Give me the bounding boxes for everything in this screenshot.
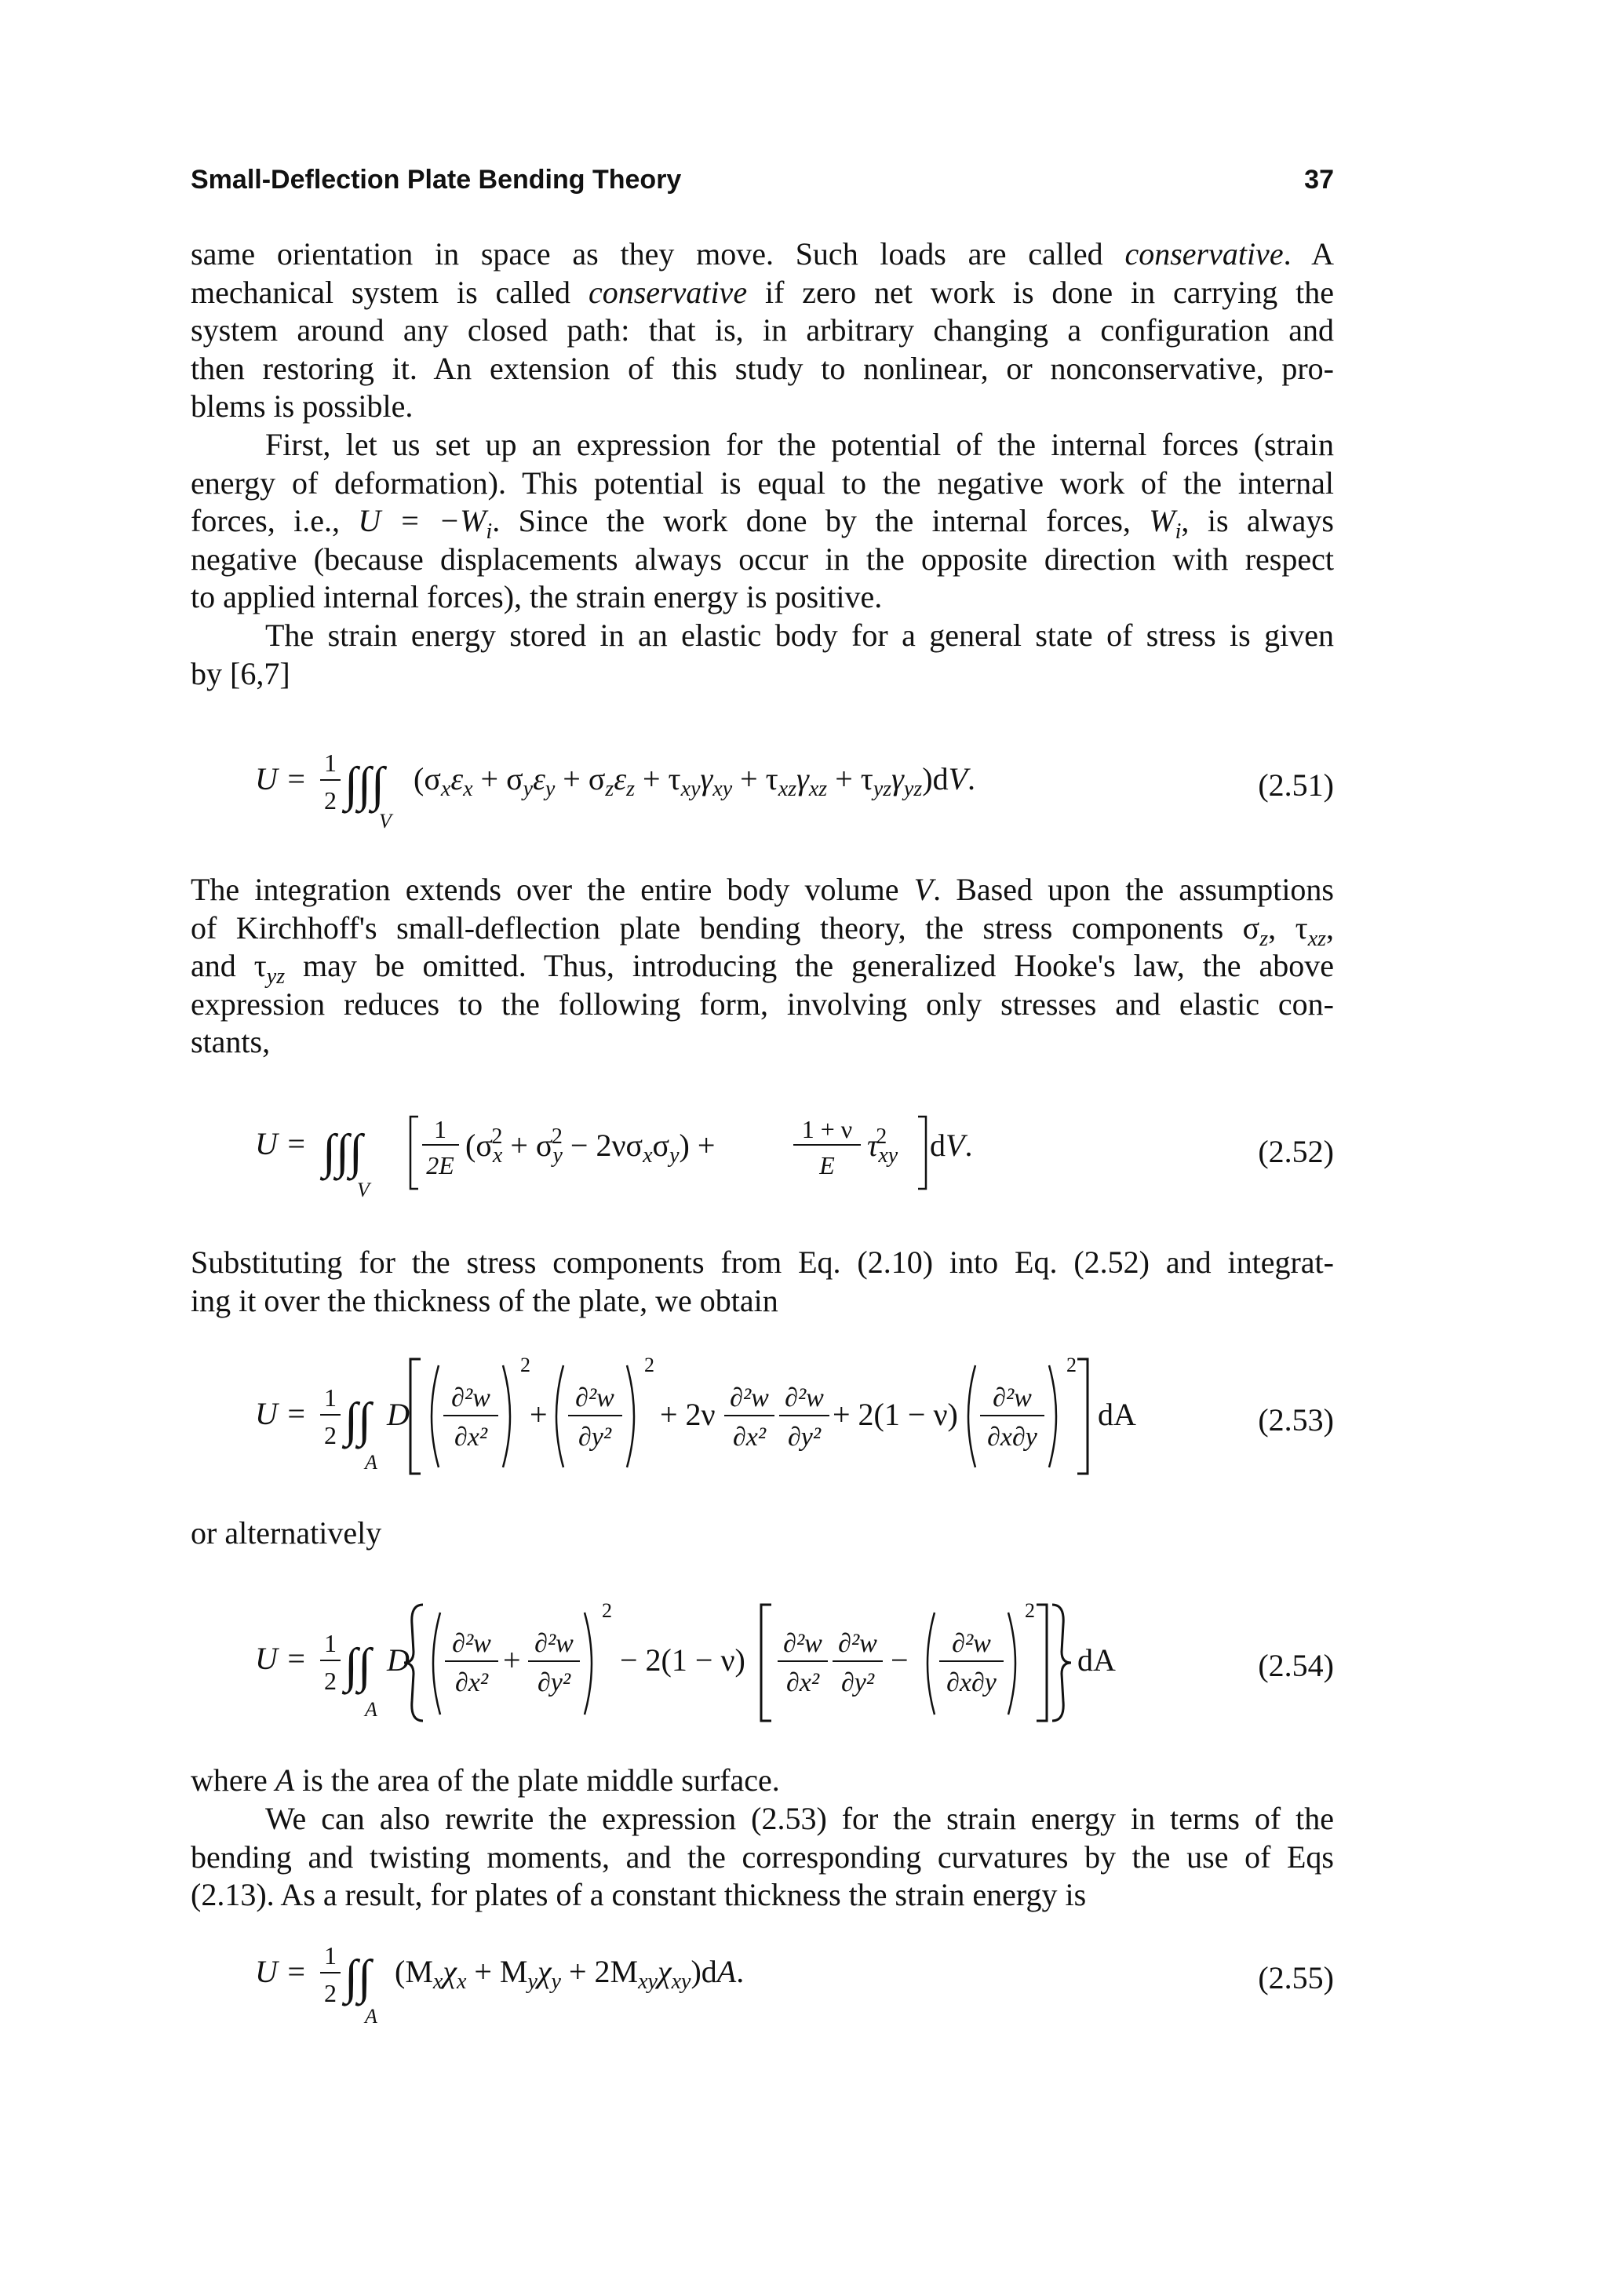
d2w: ∂²w	[993, 1383, 1032, 1412]
triple-integral-sign: ∫∫∫	[322, 1125, 363, 1179]
equation-2-52	[191, 1095, 1334, 1212]
text-line: stants,	[191, 1024, 271, 1059]
eq-fraction-numerator: 1	[324, 749, 337, 777]
left-bracket	[410, 1359, 421, 1474]
right-bracket	[1037, 1605, 1047, 1721]
text-line: bending and twisting moments, and the corresponding curvatures by the use of Eqs	[191, 1839, 1334, 1875]
text-line: of Kirchhoff's small-deflection plate bending theory, the stress components $\sigma_z$, $\tau_{xz}$,	[191, 909, 1335, 951]
text-line: to applied internal forces), the strain energy is positive.	[191, 579, 883, 614]
left-bracket	[410, 1117, 418, 1189]
d2w: ∂²w	[838, 1629, 877, 1658]
eq-fraction-denominator: 2	[324, 786, 337, 815]
eq-integrand: $(M_x\chi_x + M_y\chi_y + 2M_{xy}\chi_{xy})dA$.	[395, 1954, 745, 1994]
text-line: where A is the area of the plate middle surface.	[191, 1762, 780, 1798]
square-exponent: 2	[644, 1354, 654, 1376]
dy2: ∂y²	[537, 1668, 571, 1697]
text-line: then restoring it. An extension of this study to nonlinear, or nonconservative, pro-	[191, 350, 1334, 386]
square-exponent: 2	[602, 1599, 612, 1622]
dx2: ∂x²	[454, 1423, 488, 1452]
flexural-rigidity: D	[387, 1642, 410, 1678]
text-line: ing it over the thickness of the plate, we obtain	[191, 1282, 778, 1318]
eq-integrand: $(\sigma_x\varepsilon_x + \sigma_y\varepsilon_y + \sigma_z\varepsilon_z + \tau_{xy}\gamma_{xy} + \tau_{xz}\gamma_{xz} + \tau_{yz}\gamma_{yz})dV$.	[414, 761, 976, 801]
eq-differential: dA	[1077, 1642, 1116, 1678]
equation-graphic	[191, 1095, 1334, 1212]
d2w: ∂²w	[575, 1383, 614, 1412]
plus-sign: +	[503, 1642, 521, 1678]
eq-fraction-denominator: 2	[324, 1421, 337, 1449]
integration-domain: V	[379, 810, 392, 833]
equation-number: (2.53)	[1258, 1402, 1334, 1438]
text-line: First, let us set up an expression for the potential of the internal forces (strain	[265, 427, 1334, 462]
right-paren	[1008, 1613, 1015, 1715]
left-paren	[556, 1365, 563, 1467]
eq-fraction-numerator: 1	[324, 1629, 337, 1657]
text-line: and $\tau_{yz}$ may be omitted. Thus, introducing the generalized Hooke's law, the above	[191, 948, 1335, 989]
paragraph-moments-curvatures	[191, 1800, 1334, 1915]
d2w: ∂²w	[730, 1383, 769, 1412]
eq-fraction-numerator: 1	[434, 1115, 446, 1143]
integration-domain: A	[365, 1698, 377, 1721]
eq-fraction-numerator: 1	[324, 1941, 337, 1970]
equation-graphic	[191, 1922, 1334, 2032]
eq-fraction-numerator: 1 + ν	[801, 1115, 853, 1143]
triple-integral-sign: ∫∫∫	[344, 758, 384, 811]
square-exponent: 2	[1066, 1354, 1077, 1376]
text-line: (2.13). As a result, for plates of a constant thickness the strain energy is	[191, 1877, 1087, 1912]
equation-number: (2.55)	[1258, 1960, 1334, 1995]
square-exponent: 2	[520, 1354, 530, 1376]
dy2: ∂y²	[840, 1668, 875, 1697]
equation-graphic	[191, 1342, 1334, 1487]
paragraph-strain-energy-intro	[191, 617, 1334, 693]
right-paren	[503, 1365, 510, 1467]
text-line: or alternatively	[191, 1515, 382, 1551]
equation-2-54	[191, 1589, 1334, 1734]
equation-2-53	[191, 1342, 1334, 1487]
text-line: same orientation in space as they move. Such loads are called conservative. A	[191, 236, 1335, 272]
left-brace	[404, 1605, 423, 1721]
text-line: The integration extends over the entire body volume V. Based upon the assumptions	[191, 872, 1334, 907]
left-bracket	[761, 1605, 771, 1721]
integration-domain: V	[357, 1179, 370, 1201]
right-brace	[1052, 1605, 1071, 1721]
dy2: ∂y²	[787, 1423, 822, 1452]
text-line: negative (because displacements always occur in the opposite direction with respect	[191, 541, 1334, 577]
right-paren	[585, 1613, 592, 1715]
double-integral-sign: ∫∫	[344, 1951, 371, 2004]
left-paren	[968, 1365, 975, 1467]
paragraph-kirchhoff-assumptions	[191, 871, 1334, 1062]
paragraph-alternatively	[191, 1514, 1334, 1553]
d2w: ∂²w	[452, 1629, 491, 1658]
double-integral-sign: ∫∫	[344, 1394, 371, 1447]
paragraph-area-definition	[191, 1762, 1334, 1800]
two-one-minus-nu-term: − 2(1 − ν)	[620, 1642, 745, 1678]
d2w: ∂²w	[451, 1383, 490, 1412]
dx2: ∂x²	[732, 1423, 767, 1452]
equation-number: (2.51)	[1258, 767, 1334, 803]
eq-stress-terms: $(\sigma_x2 + \sigma_y2 - 2\nu\sigma_x\sigma_y)$ +	[465, 1124, 716, 1168]
eq-fraction-denominator: 2	[324, 1667, 337, 1695]
right-paren	[1049, 1365, 1056, 1467]
double-integral-sign: ∫∫	[344, 1639, 371, 1693]
dy2: ∂y²	[578, 1423, 612, 1452]
square-exponent: 2	[1025, 1599, 1035, 1622]
d2w: ∂²w	[783, 1629, 822, 1658]
text-line: system around any closed path: that is, in arbitrary changing a configuration and	[191, 312, 1334, 348]
text-line: Substituting for the stress components from Eq. (2.10) into Eq. (2.52) and integrat-	[191, 1245, 1334, 1280]
dx2: ∂x²	[785, 1668, 820, 1697]
equation-number: (2.52)	[1258, 1134, 1334, 1169]
left-paren	[433, 1613, 440, 1715]
left-paren	[432, 1365, 439, 1467]
eq-lhs: U =	[255, 761, 307, 796]
flexural-rigidity: D	[387, 1397, 410, 1432]
d2w: ∂²w	[952, 1629, 991, 1658]
integration-domain: A	[365, 2005, 377, 2028]
equation-graphic	[191, 1589, 1334, 1734]
d2w: ∂²w	[534, 1629, 574, 1658]
dx2: ∂x²	[454, 1668, 489, 1697]
page-number: 37	[1304, 165, 1334, 195]
left-paren	[927, 1613, 935, 1715]
text-line: blems is possible.	[191, 388, 414, 424]
text-line: The strain energy stored in an elastic body for a general state of stress is given	[265, 618, 1334, 653]
plus-sign: +	[530, 1397, 548, 1432]
text-line: mechanical system is called conservative if zero net work is done in carrying the	[191, 274, 1335, 310]
eq-fraction-denominator: 2	[324, 1979, 337, 2007]
paragraph-conservative-loads	[191, 235, 1334, 426]
d2w: ∂²w	[785, 1383, 824, 1412]
text-line: We can also rewrite the expression (2.53) for the strain energy in terms of the	[265, 1801, 1334, 1836]
running-head	[191, 165, 1334, 199]
eq-lhs: U =	[255, 1954, 307, 1989]
eq-lhs: U =	[255, 1641, 307, 1676]
dxdy: ∂x∂y	[946, 1668, 997, 1697]
eq-differential: dA	[1098, 1397, 1136, 1432]
eq-shear-term: $\tau_{xy}2$	[867, 1124, 898, 1168]
eq-lhs: U =	[255, 1126, 307, 1161]
minus-sign: −	[891, 1642, 909, 1678]
equation-graphic	[191, 730, 1334, 840]
equation-2-51	[191, 730, 1334, 840]
eq-differential: dV.	[930, 1128, 973, 1163]
eq-lhs: U =	[255, 1396, 307, 1431]
right-bracket	[918, 1117, 926, 1189]
text-line: forces, i.e., $U = -W_i$. Since the work done by the internal forces, $W_i$, is always	[191, 503, 1334, 544]
paragraph-substituting	[191, 1244, 1334, 1320]
integration-domain: A	[365, 1451, 377, 1474]
eq-fraction-denominator: 2E	[426, 1151, 454, 1179]
two-one-minus-nu-term: + 2(1 − ν)	[833, 1397, 958, 1432]
equation-2-55	[191, 1922, 1334, 2032]
right-paren	[627, 1365, 634, 1467]
text-line: expression reduces to the following form, involving only stresses and elastic con-	[191, 986, 1334, 1022]
text-line: by [6,7]	[191, 655, 290, 691]
dxdy: ∂x∂y	[987, 1423, 1037, 1452]
running-head-title: Small-Deflection Plate Bending Theory	[191, 165, 682, 195]
eq-fraction-numerator: 1	[324, 1383, 337, 1412]
eq-fraction-denominator: E	[819, 1151, 835, 1179]
paragraph-strain-energy-potential	[191, 426, 1334, 617]
equation-number: (2.54)	[1258, 1648, 1334, 1683]
two-nu-term: + 2ν	[660, 1397, 716, 1432]
right-bracket	[1077, 1359, 1088, 1474]
text-line: energy of deformation). This potential is equal to the negative work of the internal	[191, 465, 1334, 501]
